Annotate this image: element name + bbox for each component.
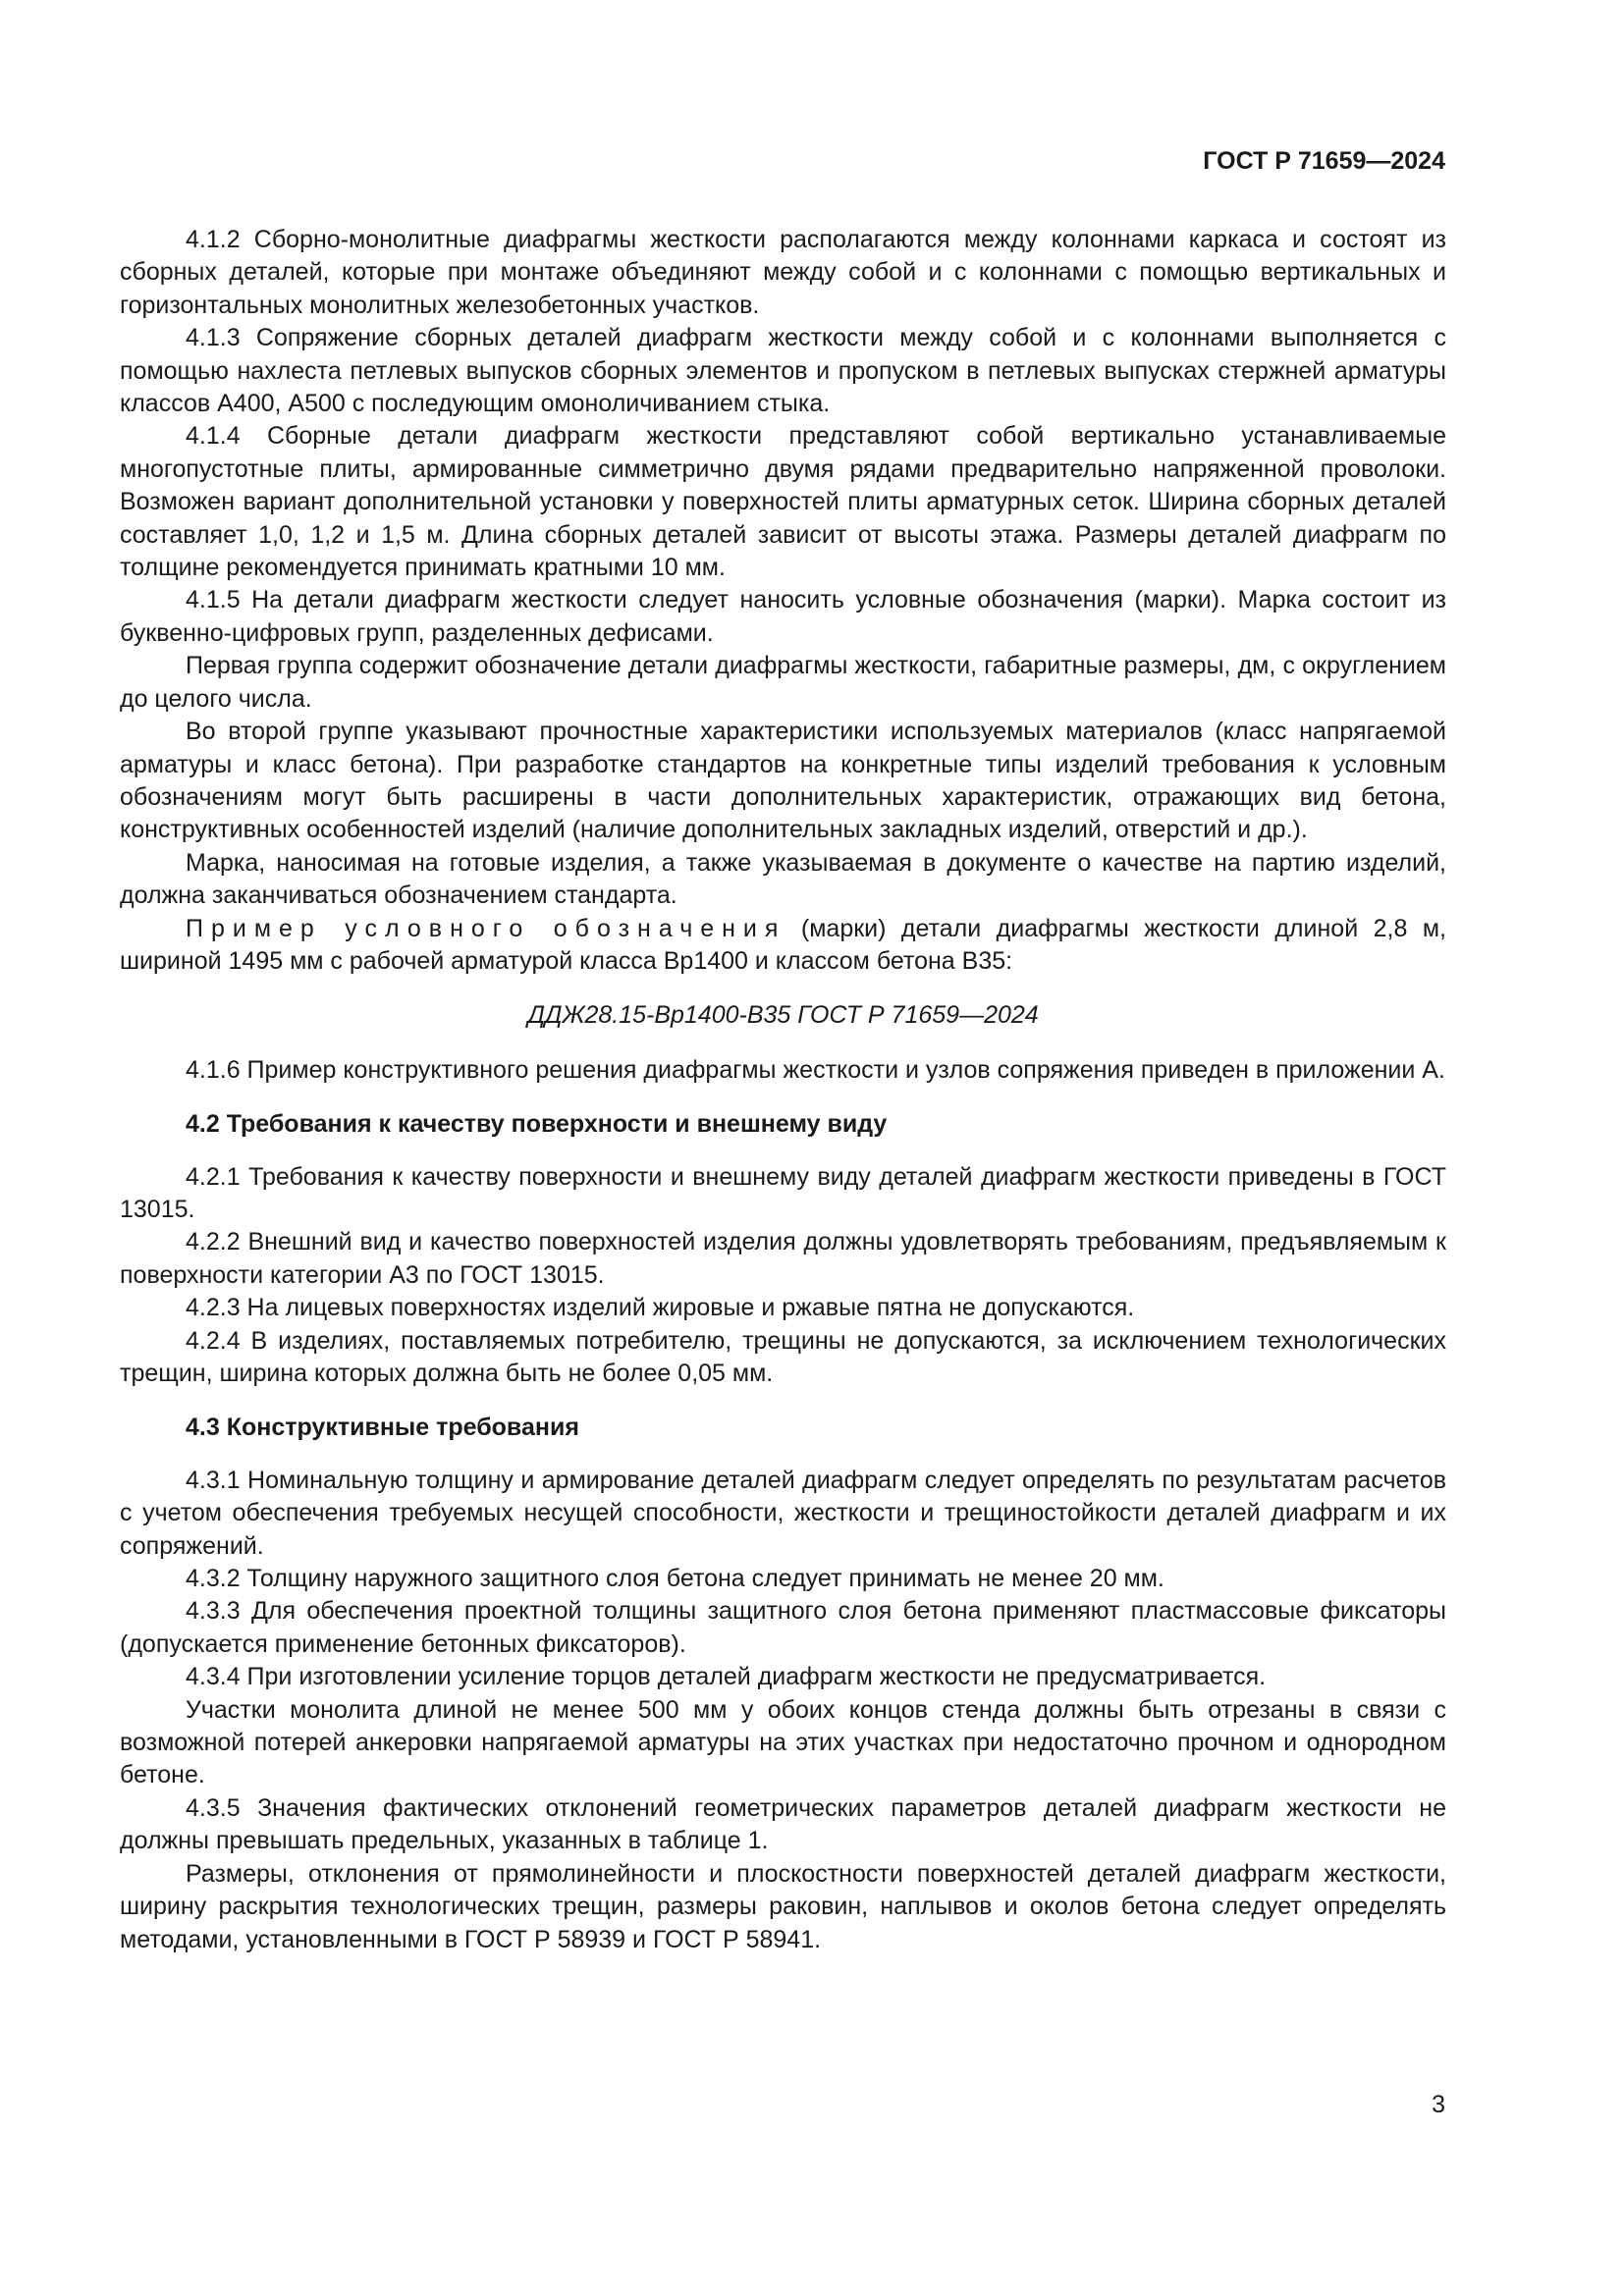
paragraph-second-group: Во второй группе указывают прочностные характеристики используемых материалов (класс напрягаемой арматуры и класс бетона). При разработке стандартов на конкретные типы изделий требования к условным обозначениям могут быть расширены в части дополнительных характеристик, отражающих вид бетона, конструктивных особенностей изделий (наличие дополнительных закладных изделий, отверстий и др.). [120,718,1446,844]
paragraph-4-3-2: 4.3.2 Толщину наружного защитного слоя бетона следует принимать не менее 20 мм. [186,1565,1164,1593]
paragraph-monolith: Участки монолита длиной не менее 500 мм у обоих концов стенда должны быть отрезаны в связи с возможной потерей анкеровки напрягаемой арматуры на этих участках при недостаточно прочном и однородном бетоне. [120,1695,1446,1789]
section-heading-4-2: 4.2 Требования к качеству поверхности и внешнему виду [186,1110,888,1139]
paragraph-4-1-5: 4.1.5 На детали диафрагм жесткости следует наносить условные обозначения (марки). Марка состоит из буквенно-цифровых групп, разделенных дефисами. [120,586,1446,647]
section-heading-4-3: 4.3 Конструктивные требования [186,1414,579,1442]
example-lead-spaced: Пример условного обозначения [186,914,786,942]
document-code-header: ГОСТ Р 71659—2024 [1203,147,1445,175]
paragraph-marking: Марка, наносимая на готовые изделия, а также указываемая в документе о качестве на партию изделий, должна заканчиваться обозначением стандарта. [120,848,1446,910]
paragraph-4-2-2: 4.2.2 Внешний вид и качество поверхностей изделия должны удовлетворять требованиям, предъявляемым к поверхности категории А3 по ГОСТ 13015. [120,1228,1446,1289]
paragraph-4-3-1: 4.3.1 Номинальную толщину и армирование деталей диафрагм следует определять по результатам расчетов с учетом обеспечения требуемых несущей способности, жесткости и трещиностойкости деталей диафрагм и их сопряжений. [120,1466,1446,1560]
paragraph-4-1-6: 4.1.6 Пример конструктивного решения диафрагмы жесткости и узлов сопряжения приведен в приложении А. [186,1055,1445,1084]
paragraph-first-group: Первая группа содержит обозначение детали диафрагмы жесткости, габаритные размеры, дм, с округлением до целого числа. [120,652,1446,713]
paragraph-4-1-2: 4.1.2 Сборно-монолитные диафрагмы жесткости располагаются между колоннами каркаса и состоят из сборных деталей, которые при монтаже объединяют между собой и с колоннами с помощью вертикальных и горизонтальных монолитных железобетонных участков. [120,226,1446,319]
page-number: 3 [1432,2091,1445,2118]
paragraph-4-3-5: 4.3.5 Значения фактических отклонений геометрических параметров деталей диафрагм жесткости не должны превышать предельных, указанных в таблице 1. [120,1793,1446,1855]
paragraph-4-1-3: 4.1.3 Сопряжение сборных деталей диафрагм жесткости между собой и с колоннами выполняется с помощью нахлеста петлевых выпусков сборных элементов и пропуском в петлевых выпусках стержней арматуры классов А400, А500 с последующим омоноличиванием стыка. [120,324,1446,418]
paragraph-4-2-4: 4.2.4 В изделиях, поставляемых потребителю, трещины не допускаются, за исключением технологических трещин, ширина которых должна быть не более 0,05 мм. [120,1326,1446,1387]
example-designation: ДДЖ28.15-Вр1400-В35 ГОСТ Р 71659—2024 [527,1001,1039,1030]
paragraph-sizes: Размеры, отклонения от прямолинейности и плоскостности поверхностей деталей диафрагм жесткости, ширину раскрытия технологических трещин, размеры раковин, наплывов и околов бетона следует определять методами, установленными в ГОСТ Р 58939 и ГОСТ Р 58941. [120,1859,1446,1953]
example-rest: (марки) детали диафрагмы жесткости длиной 2,8 м, шириной 1495 мм с рабочей арматурой класса Вр1400 и классом бетона В35: [120,914,1446,975]
paragraph-4-2-1: 4.2.1 Требования к качеству поверхности и внешнему виду деталей диафрагм жесткости приведены в ГОСТ 13015. [120,1162,1446,1223]
paragraph-4-3-4: 4.3.4 При изготовлении усиление торцов деталей диафрагм жесткости не предусматривается. [186,1663,1267,1691]
paragraph-4-2-3: 4.2.3 На лицевых поверхностях изделий жировые и ржавые пятна не допускаются. [186,1294,1135,1322]
paragraph-example [120,913,1446,979]
paragraph-4-3-3: 4.3.3 Для обеспечения проектной толщины защитного слоя бетона применяют пластмассовые фиксаторы (допускается применение бетонных фиксаторов). [120,1597,1446,1658]
paragraph-4-1-4: 4.1.4 Сборные детали диафрагм жесткости представляют собой вертикально устанавливаемые многопустотные плиты, армированные симметрично двумя рядами предварительно напряженной проволоки. Возможен вариант дополнительной установки у поверхностей плиты арматурных сеток. Ширина сборных деталей составляет 1,0, 1,2 и 1,5 м. Длина сборных деталей зависит от высоты этажа. Размеры деталей диафрагм по толщине рекомендуется принимать кратными 10 мм. [120,422,1446,582]
document-body [120,224,1446,1956]
